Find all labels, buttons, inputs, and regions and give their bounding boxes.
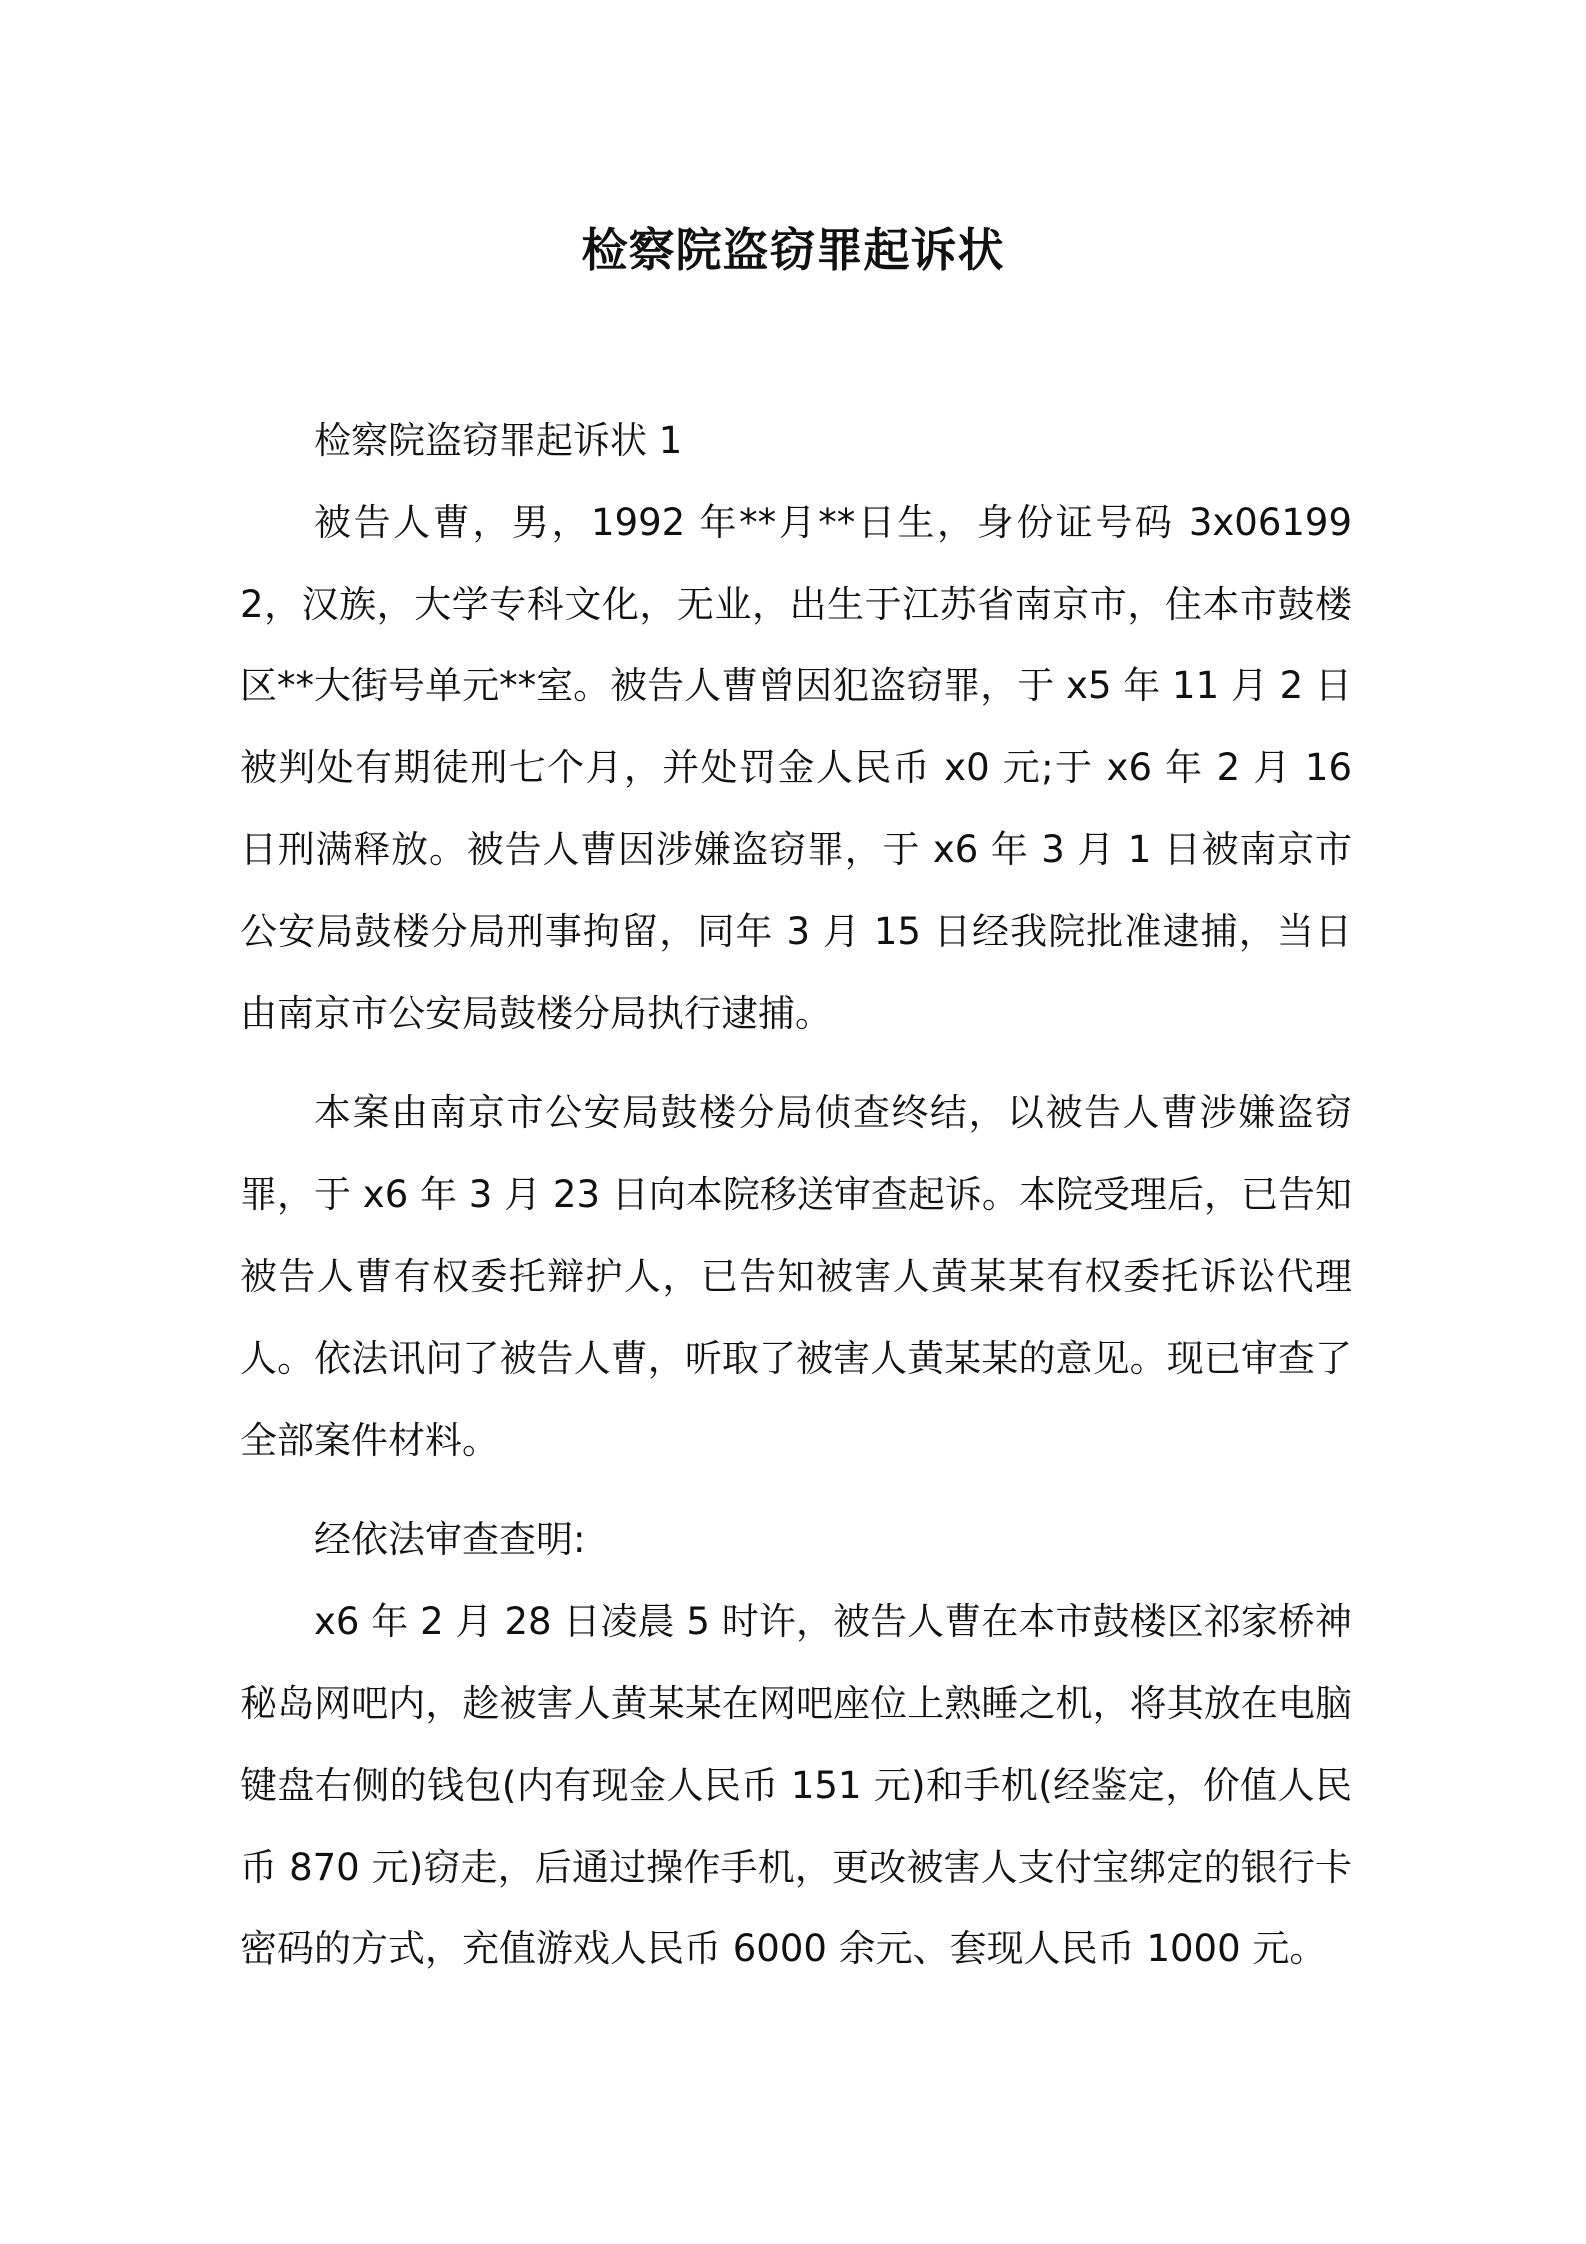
facts-paragraph: x6 年 2 月 28 日凌晨 5 时许，被告人曹在本市鼓楼区祁家桥神秘岛网吧内，趁被害人黄某某在网吧座位上熟睡之机，将其放在电脑键盘右侧的钱包(内有现金人民币 151 元)和手机(经鉴定，价值人民币 870 元)窃走，后通过操作手机，更改被害人支付宝绑定的银行卡密码的方式，充值游戏人民币 6000 余元、套现人民币 1000 元。 (240, 1600, 1352, 1971)
document-body (240, 400, 1352, 2008)
section-heading: 检察院盗窃罪起诉状 1 (314, 419, 683, 462)
case-procedure-paragraph: 本案由南京市公安局鼓楼分局侦查终结，以被告人曹涉嫌盗窃罪，于 x6 年 3 月 23 日向本院移送审查起诉。本院受理后，已告知被告人曹有权委托辩护人，已告知被害人黄某某有权委托诉讼代理人。依法讯问了被告人曹，听取了被害人黄某某的意见。现已审查了全部案件材料。 (240, 1091, 1352, 1462)
defendant-info-paragraph: 被告人曹，男，1992 年**月**日生，身份证号码 3x061992，汉族，大学专科文化，无业，出生于江苏省南京市，住本市鼓楼区**大街号单元**室。被告人曹曾因犯盗窃罪，于 x5 年 11 月 2 日被判处有期徒刑七个月，并处罚金人民币 x0 元;于 x6 年 2 月 16 日刑满释放。被告人曹因涉嫌盗窃罪，于 x6 年 3 月 1 日被南京市公安局鼓楼分局刑事拘留，同年 3 月 15 日经我院批准逮捕，当日由南京市公安局鼓楼分局执行逮捕。 (240, 500, 1352, 1035)
document-title: 检察院盗窃罪起诉状 (581, 223, 1005, 277)
findings-heading: 经依法审查查明: (314, 1518, 586, 1562)
